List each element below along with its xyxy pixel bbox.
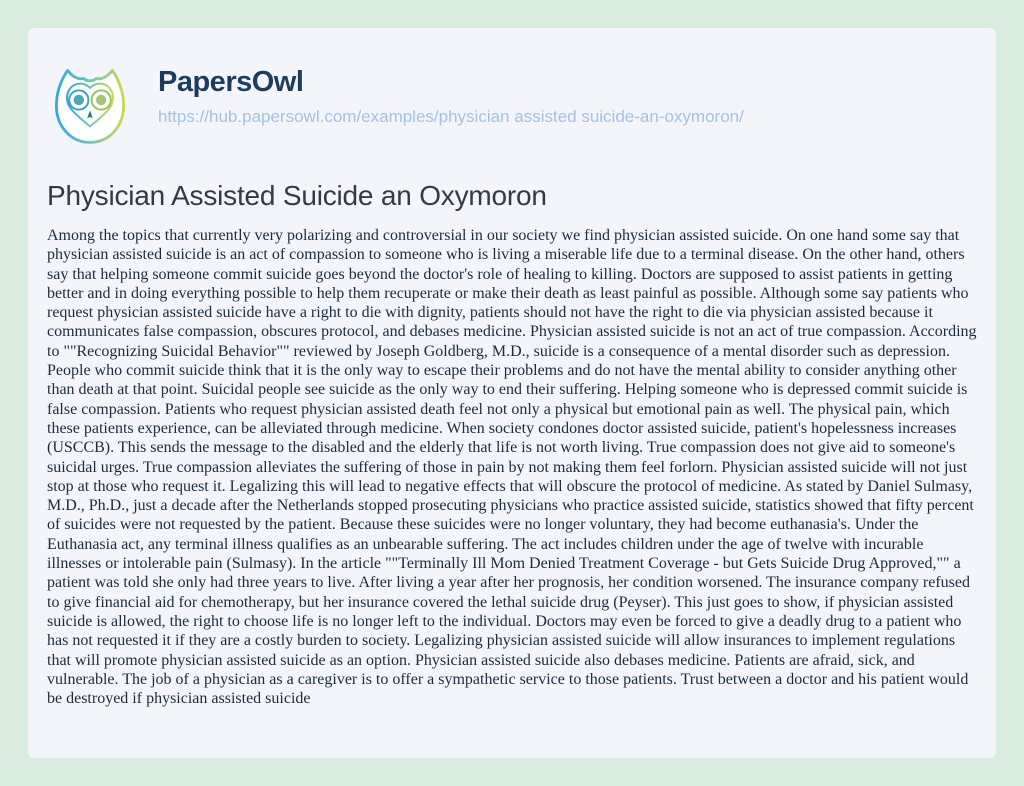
article-body: Among the topics that currently very polarizing and controversial in our society we find physician assisted suicide. On one hand some say that physician assisted suicide is an act of compassion to someone who is living a miserable life due to a terminal disease. On the other hand, others say that helping someone commit suicide goes beyond the doctor's role of healing to killing. Doctors are supposed to assist patients in getting better and in doing everything possible to help them recuperate or make their death as least painful as possible. Although some say patients who request physician assisted suicide have a right to die with dignity, patients should not have the right to die via physician assisted because it communicates false compassion, obscures protocol, and debases medicine. Physician assisted suicide is not an act of true compassion. According to ""Recognizing Suicidal Behavior"" reviewed by Joseph Goldberg, M.D., suicide is a consequence of a mental disorder such as depression. People who commit suicide think that it is the only way to escape their problems and do not have the mental ability to consider anything other than death at that point. Suicidal people see suicide as the only way to end their suffering. Helping someone who is depressed commit suicide is false compassion. Patients who request physician assisted death feel not only a physical but emotional pain as well. The physical pain, which these patients experience, can be alleviated through medicine. When society condones doctor assisted suicide, patient's hopelessness increases (USCCB). This sends the message to the disabled and the elderly that life is not worth living. True compassion does not give aid to someone's suicidal urges. True compassion alleviates the suffering of those in pain by not making them feel forlorn. Physician assisted suicide will not just stop at those who request it. Legalizing this will lead to negative effects that will obscure the protocol of medicine. As stated by Daniel Sulmasy, M.D., Ph.D., just a decade after the Netherlands stopped prosecuting physicians who practice assisted suicide, statistics showed that fifty percent of suicides were not requested by the patient. Because these suicides were no longer voluntary, they had become euthanasia's. Under the Euthanasia act, any terminal illness qualifies as an unbearable suffering. The act includes children under the age of twelve with incurable illnesses or intolerable pain (Sulmasy). In the article ""Terminally Ill Mom Denied Treatment Coverage - but Gets Suicide Drug Approved,"" a patient was told she only had three years to live. After living a year after her prognosis, her condition worsened. The insurance company refused to give financial aid for chemotherapy, but her insurance covered the lethal suicide drug (Peyser). This just goes to show, if physician assisted suicide is allowed, the right to choose life is no longer left to the individual. Doctors may even be forced to give a deadly drug to a patient who has not requested it if they are a costly burden to society. Legalizing physician assisted suicide will allow insurances to implement regulations that will promote physician assisted suicide as an option. Physician assisted suicide also debases medicine. Patients are afraid, sick, and vulnerable. The job of a physician as a caregiver is to offer a sympathetic service to those patients. Trust between a doctor and his patient would be destroyed if physician assisted suicide [47,227,977,708]
article [28,180,996,708]
page-url-link[interactable]: https://hub.papersowl.com/examples/physician assisted suicide-an-oxymoron/ [158,107,744,126]
brand-name: PapersOwl [158,66,304,98]
site-header [28,28,996,150]
article-title: Physician Assisted Suicide an Oxymoron [47,180,547,211]
owl-logo-icon [50,58,130,150]
brand-block [158,58,744,127]
content-panel [28,28,996,758]
